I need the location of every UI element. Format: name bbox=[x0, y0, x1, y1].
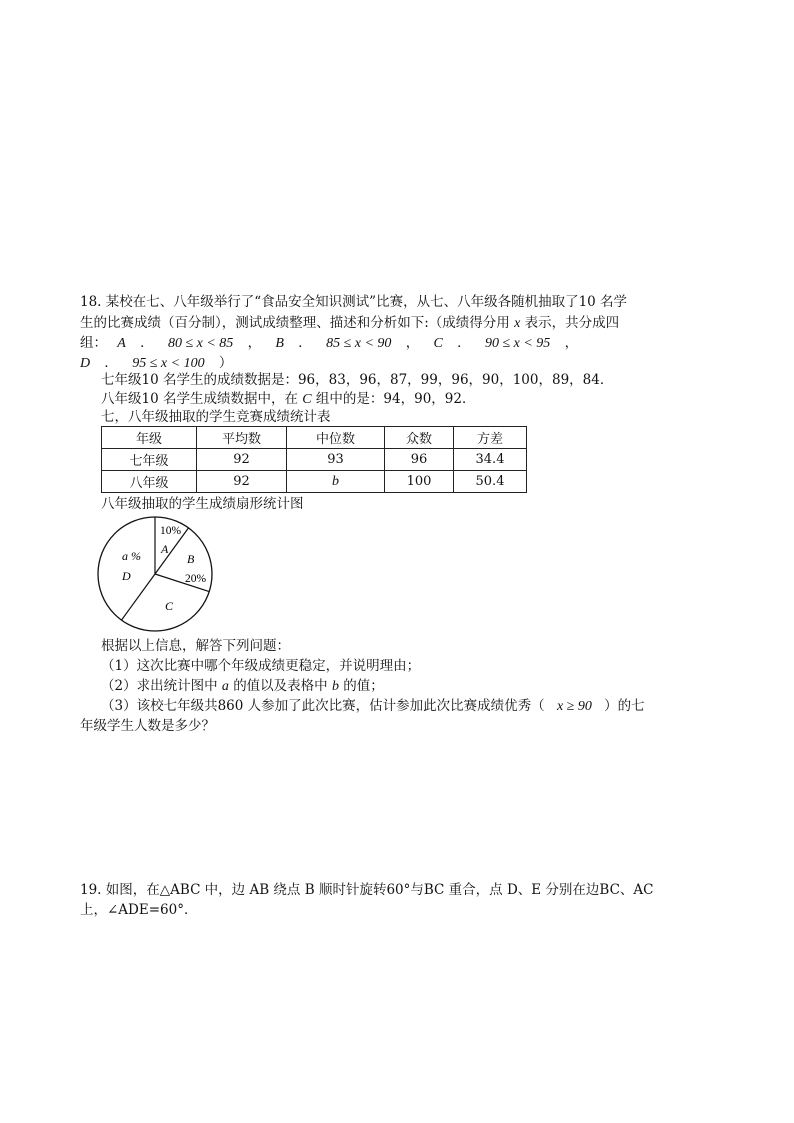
group-c-range: 90 ≤ x < 95 bbox=[484, 336, 551, 351]
table-header: 方差 bbox=[454, 427, 527, 449]
sub-question-2 bbox=[101, 676, 384, 697]
slice-a-percent: 10% bbox=[160, 525, 182, 537]
table-header: 年级 bbox=[102, 427, 197, 449]
group-a-dot: ． bbox=[140, 335, 154, 351]
table-cell: 92 bbox=[197, 449, 287, 471]
table-cell: b bbox=[287, 471, 385, 493]
group-b-range: 85 ≤ x < 90 bbox=[326, 336, 392, 351]
q19-line-2: 上，∠ADE=60°． bbox=[80, 902, 198, 918]
sep: ， bbox=[247, 335, 262, 351]
table-title: 七，八年级抽取的学生竞赛成绩统计表 bbox=[101, 409, 331, 425]
pie-svg bbox=[95, 514, 225, 634]
sub2-text-a: （2）求出统计图中 bbox=[101, 678, 218, 694]
answer-intro: 根据以上信息，解答下列问题： bbox=[101, 638, 290, 654]
sub-question-3 bbox=[101, 696, 645, 717]
slice-a-label: A bbox=[161, 542, 169, 556]
sub3-text-a: （3）该校七年级共860 人参加了此次比赛，估计参加此次比赛成绩优秀（ bbox=[101, 698, 545, 714]
group-a-label: A bbox=[117, 336, 126, 351]
table-cell: 七年级 bbox=[102, 449, 197, 471]
group-b-dot: ． bbox=[298, 335, 312, 351]
sep: ， bbox=[405, 335, 420, 351]
sub2-var-a: a bbox=[221, 679, 229, 694]
q18-line-3 bbox=[80, 333, 578, 354]
slice-d-label: D bbox=[122, 569, 131, 583]
table-header-row bbox=[102, 427, 527, 449]
q18-line-1: 18. 某校在七、八年级举行了“食品安全知识测试”比赛，从七、八年级各随机抽取了10 名学 bbox=[80, 294, 628, 310]
grade8-c-text-a: 八年级10 名学生成绩数据中，在 bbox=[101, 391, 298, 407]
sub3-text-b: ）的七 bbox=[604, 698, 645, 714]
group-c-dot: ． bbox=[457, 335, 471, 351]
group-d-label: D bbox=[80, 356, 91, 371]
slice-d-percent: a % bbox=[122, 549, 141, 563]
group-a-range: 80 ≤ x < 85 bbox=[167, 336, 234, 351]
grade8-c-text-b: 组中的是：94，90，92． bbox=[315, 391, 476, 407]
q18-line-2 bbox=[80, 313, 619, 334]
table-cell: 34.4 bbox=[454, 449, 527, 471]
grade7-data: 七年级10 名学生的成绩数据是：96，83，96，87，99，96，90，100，89，84． bbox=[101, 372, 614, 388]
group-c-label: C bbox=[433, 336, 443, 351]
pie-chart bbox=[95, 514, 225, 638]
grade8-c-var: C bbox=[302, 392, 312, 407]
sub-question-1: （1）这次比赛中哪个年级成绩更稳定，并说明理由； bbox=[101, 658, 421, 674]
q18-line-2-text-b: 表示，共分成四 bbox=[524, 315, 620, 331]
group-b-label: B bbox=[275, 336, 284, 351]
table-cell: 92 bbox=[197, 471, 287, 493]
table-row bbox=[102, 449, 527, 471]
q19-line-1: 19. 如图，在△ABC 中，边 AB 绕点 B 顺时针旋转60°与BC 重合，点 D、E 分别在边BC、AC bbox=[80, 882, 654, 898]
table-cell: 93 bbox=[287, 449, 385, 471]
q18-line-2-text-a: 生的比赛成绩（百分制），测试成绩整理、描述和分析如下:（成绩得分用 bbox=[80, 315, 510, 331]
close-paren: ） bbox=[218, 355, 233, 371]
table-row bbox=[102, 471, 527, 493]
group-d-dot: ． bbox=[104, 355, 118, 371]
table-header: 平均数 bbox=[197, 427, 287, 449]
slice-b-percent: 20% bbox=[185, 573, 207, 585]
slice-c-label: C bbox=[165, 599, 174, 613]
table-header: 中位数 bbox=[287, 427, 385, 449]
sub3-condition: x ≥ 90 bbox=[556, 699, 592, 714]
pie-title: 八年级抽取的学生成绩扇形统计图 bbox=[101, 496, 304, 512]
sub-question-3-cont: 年级学生人数是多少？ bbox=[80, 718, 215, 734]
sub2-text-b: 的值以及表格中 bbox=[233, 678, 328, 694]
q18-groups-lead: 组： bbox=[80, 335, 107, 351]
table-cell: 50.4 bbox=[454, 471, 527, 493]
q18-var-x: x bbox=[514, 316, 521, 331]
table-cell: 100 bbox=[385, 471, 454, 493]
sub2-text-c: 的值； bbox=[343, 678, 384, 694]
sub2-var-b: b bbox=[331, 679, 339, 694]
slice-b-label: B bbox=[187, 552, 195, 566]
table-cell: 96 bbox=[385, 449, 454, 471]
group-d-range: 95 ≤ x < 100 bbox=[132, 356, 205, 371]
stats-table bbox=[101, 426, 527, 493]
sep: ， bbox=[564, 335, 579, 351]
table-header: 众数 bbox=[385, 427, 454, 449]
table-cell: 八年级 bbox=[102, 471, 197, 493]
